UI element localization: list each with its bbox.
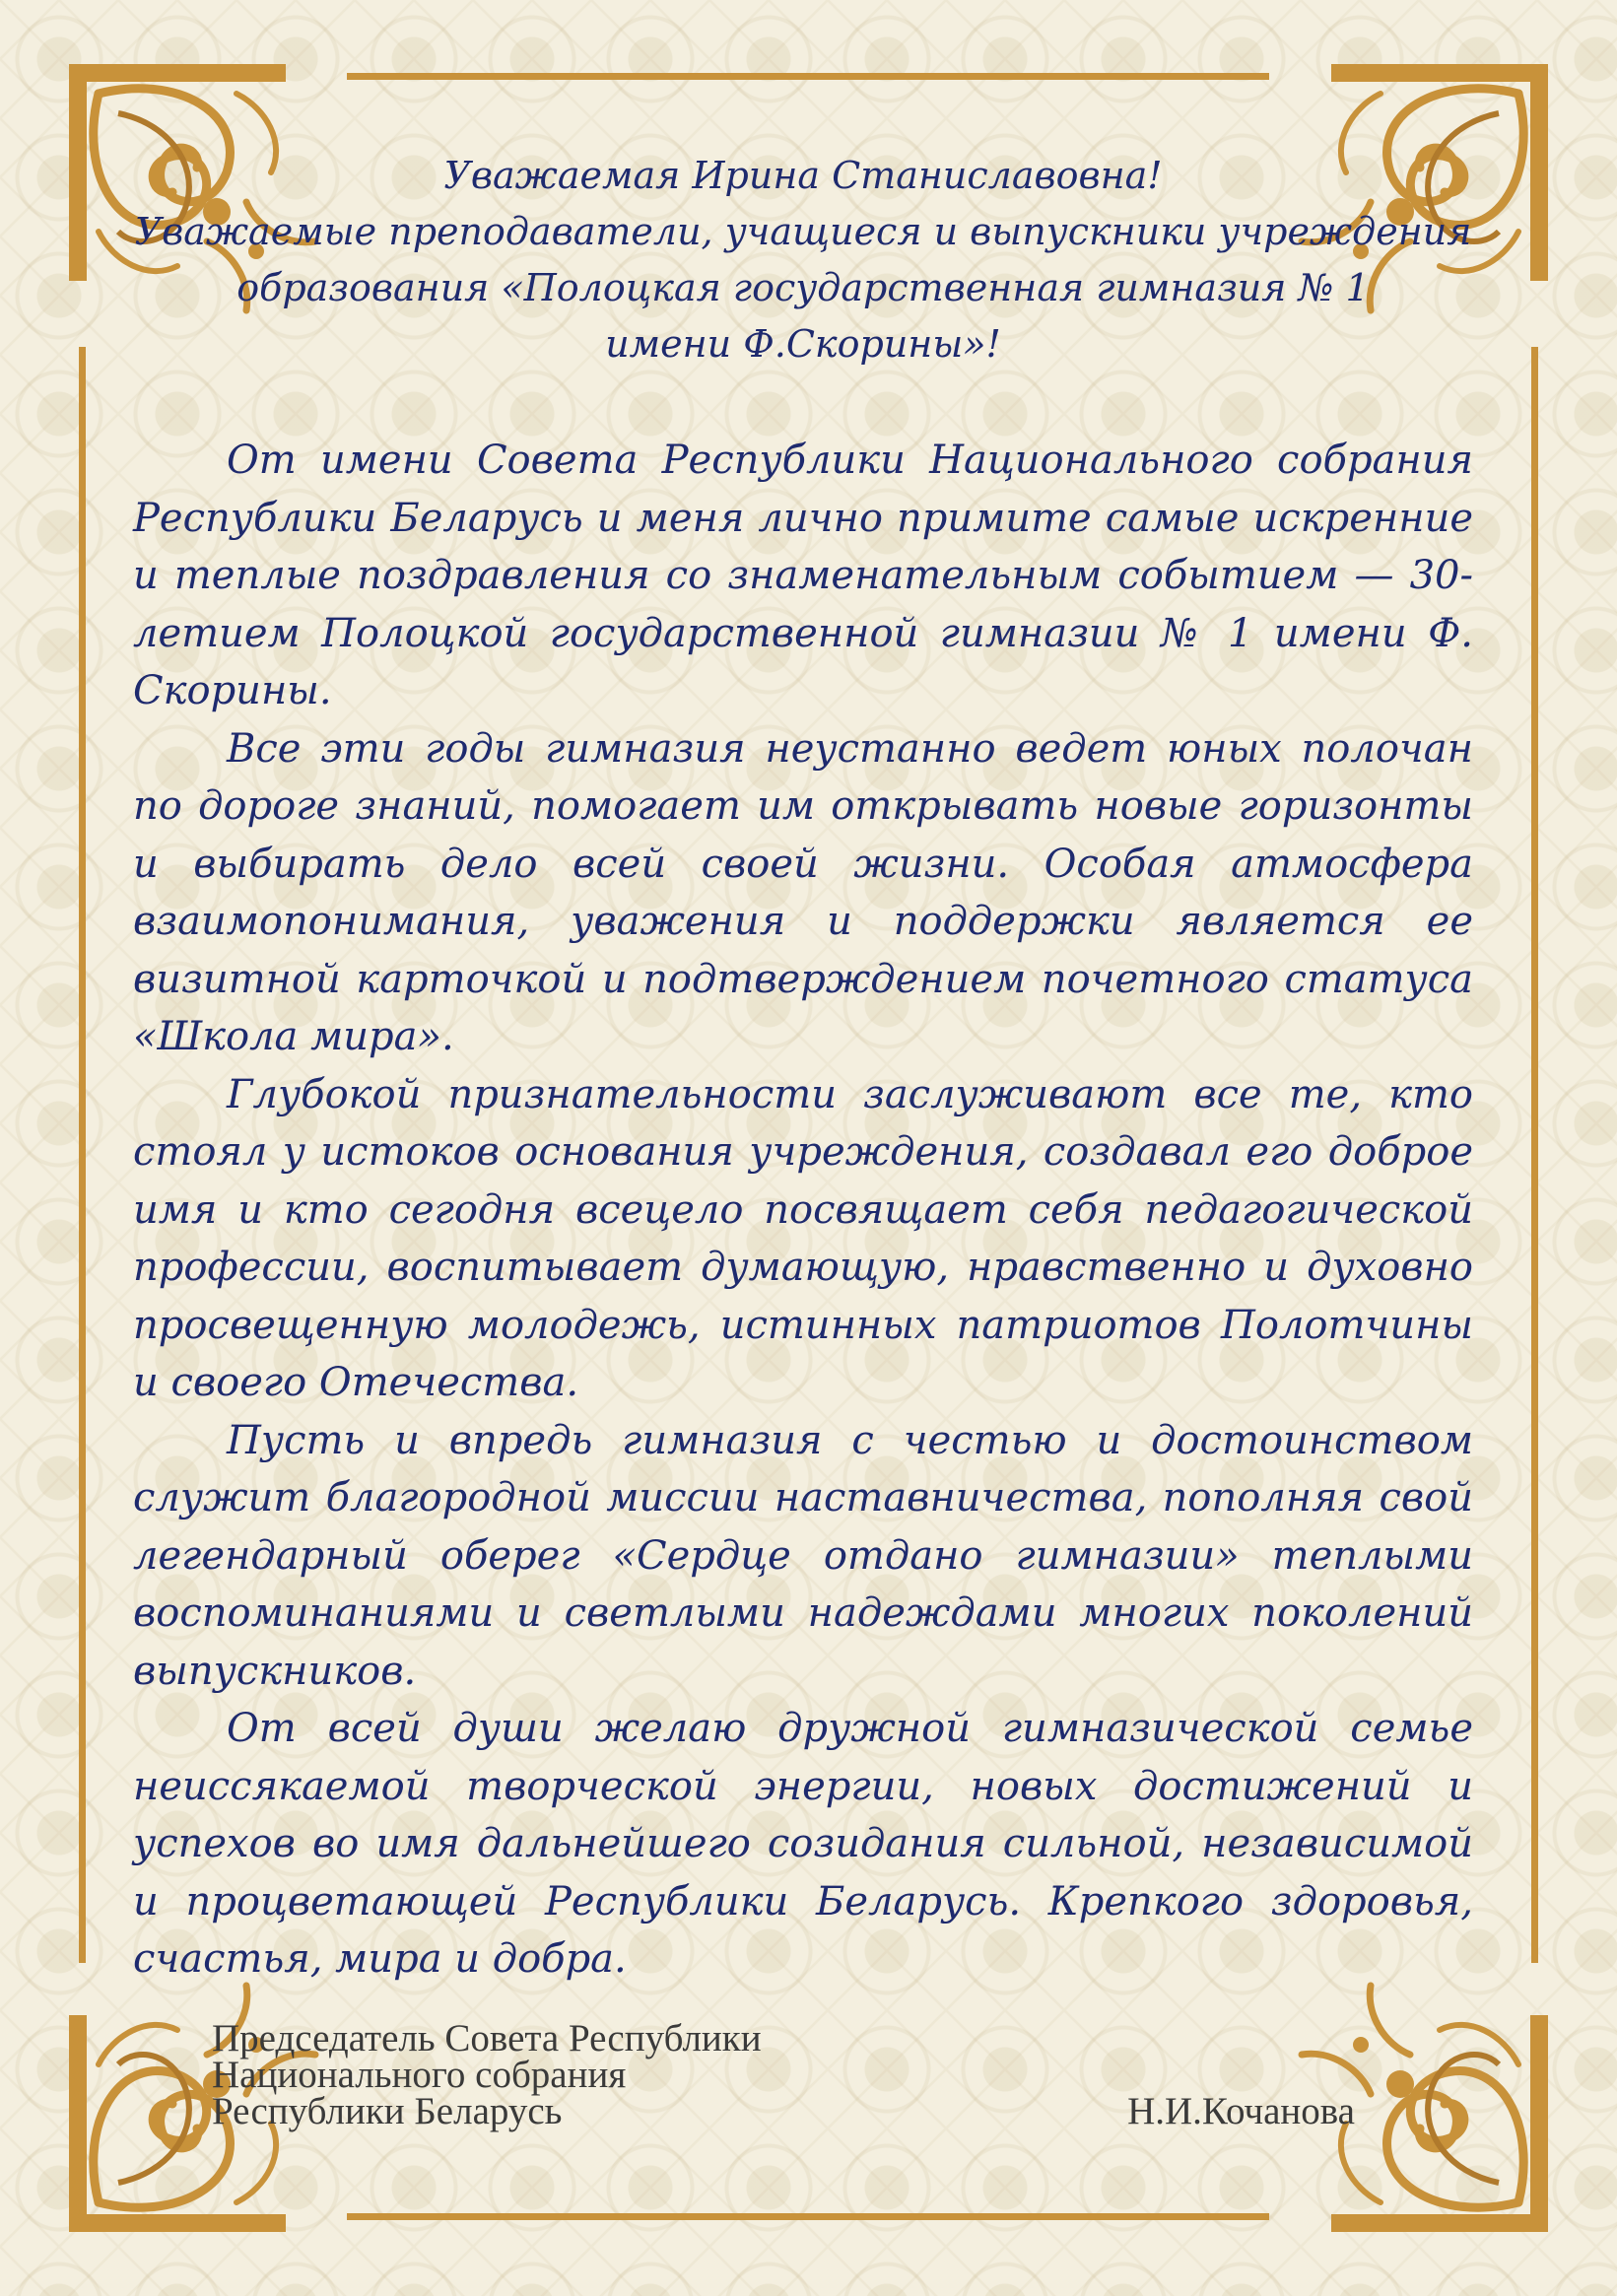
paragraph: Глубокой признательности заслуживают все те, кто стоял у истоков основания учреждения, создавал его доброе имя и кто сегодня всецело посвящает себя педагогической профессии, воспитывает думающую, нравственно и духовно просвещенную молодежь, истинных патриотов Полотчины и своего Отечества. (133, 1071, 1473, 1405)
paragraph: От всей души желаю дружной гимназической семье неиссякаемой творческой энергии, новых достижений и успехов во имя дальнейшего созидания сильной, независимой и процветающей Республики Беларусь. Крепкого здоровья, счастья, мира и добра. (133, 1706, 1473, 1982)
paragraph: Все эти годы гимназия неустанно ведет юных полочан по дороге знаний, помогает им открывать новые горизонты и выбирать дело всей своей жизни. Особая атмосфера взаимопонимания, уважения и поддержки является ее визитной карточкой и подтверждением почетного статуса «Школа мира». (133, 725, 1473, 1059)
letter-body (133, 148, 1473, 1989)
greeting-line: Уважаемые преподаватели, учащиеся и выпускники учреждения (134, 210, 1472, 253)
greeting-line: Уважаемая Ирина Станиславовна! (443, 154, 1163, 197)
greeting-line: образования «Полоцкая государственная гимназия № 1 (236, 266, 1370, 309)
letter-paragraphs (133, 432, 1473, 1989)
paragraph: Пусть и впредь гимназия с честью и достоинством служит благородной миссии наставничества, пополняя свой легендарный оберег «Сердце отдано гимназии» теплыми воспоминаниями и светлыми надеждами многих поколений выпускников. (133, 1417, 1473, 1694)
signatory-name: Н.И.Кочанова (1127, 2090, 1355, 2132)
greeting-line: имени Ф.Скорины»! (605, 322, 1001, 366)
signature-title-line: Национального собрания (212, 2054, 627, 2096)
greeting (133, 148, 1473, 372)
signature-title-line: Председатель Совета Республики (212, 2017, 762, 2060)
signature-block (212, 2017, 1355, 2132)
signature-title-line: Республики Беларусь (212, 2090, 563, 2132)
paragraph: От имени Совета Республики Национального собрания Республики Беларусь и меня лично примите самые искренние и теплые поздравления со знаменательным событием — 30-летием Полоцкой государственной гимназии № 1 имени Ф. Скорины. (133, 438, 1473, 713)
